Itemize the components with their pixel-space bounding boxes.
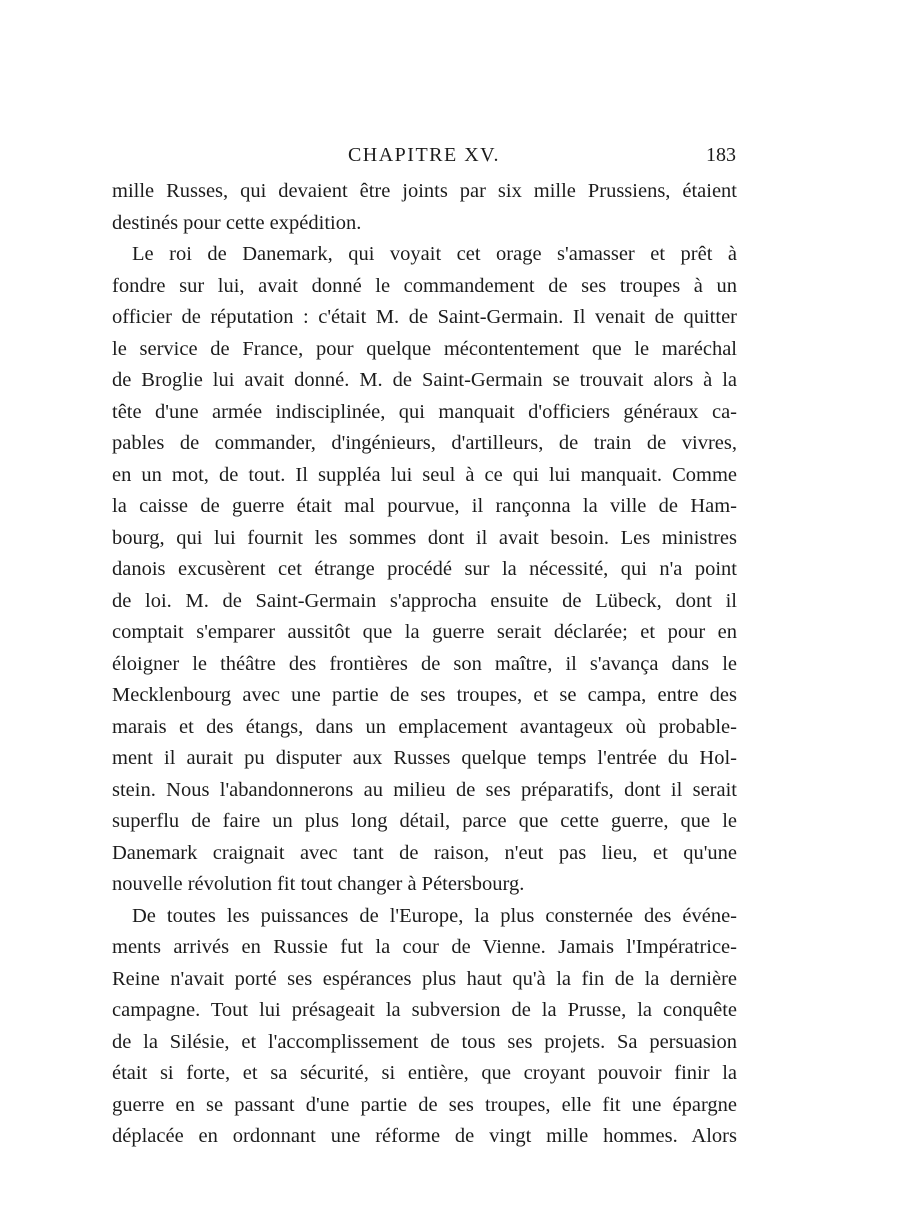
text-line: en un mot, de tout. Il suppléa lui seul à ce qui lui manquait. Comme [112, 463, 737, 486]
text-line: guerre en se passant d'une partie de ses troupes, elle fit une épargne [112, 1093, 737, 1116]
text-line: Mecklenbourg avec une partie de ses troupes, et se campa, entre des [112, 684, 737, 706]
text-line: pables de commander, d'ingénieurs, d'artilleurs, de train de vivres, [112, 432, 737, 454]
running-head [112, 140, 736, 170]
text-line: mille Russes, qui devaient être joints par six mille Prussiens, étaient [112, 180, 737, 202]
text-line: était si forte, et sa sécurité, si entière, que croyant pouvoir finir la [112, 1062, 737, 1084]
text-line: campagne. Tout lui présageait la subversion de la Prusse, la conquête [112, 999, 737, 1021]
text-line: nouvelle révolution fit tout changer à Pétersbourg. [112, 873, 525, 895]
text-line: le service de France, pour quelque mécontentement que le maréchal [112, 337, 737, 360]
text-line: stein. Nous l'abandonnerons au milieu de ses préparatifs, dont il serait [112, 778, 737, 801]
text-line: superflu de faire un plus long détail, parce que cette guerre, que le [112, 810, 737, 832]
text-line: ment il aurait pu disputer aux Russes quelque temps l'entrée du Hol- [112, 747, 737, 769]
text-line: marais et des étangs, dans un emplacement avantageux où probable- [112, 715, 737, 738]
text-line: destinés pour cette expédition. [112, 211, 362, 234]
text-line: comptait s'emparer aussitôt que la guerre serait déclarée; et pour en [112, 621, 737, 643]
text-line: bourg, qui lui fournit les sommes dont il avait besoin. Les ministres [112, 526, 737, 549]
text-line: fondre sur lui, avait donné le commandement de ses troupes à un [112, 274, 737, 297]
text-line: de loi. M. de Saint-Germain s'approcha ensuite de Lübeck, dont il [112, 589, 737, 612]
chapter-title: CHAPITRE XV. [347, 144, 501, 166]
text-line: éloigner le théâtre des frontières de son maître, il s'avança dans le [112, 652, 737, 675]
text-line: de Broglie lui avait donné. M. de Saint-Germain se trouvait alors à la [112, 369, 737, 391]
paragraph [112, 901, 737, 1153]
text-line: De toutes les puissances de l'Europe, la plus consternée des événe- [132, 904, 737, 927]
text-line: tête d'une armée indisciplinée, qui manquait d'officiers généraux ca- [112, 400, 737, 423]
text-line: danois excusèrent cet étrange procédé sur la nécessité, qui n'a point [112, 558, 737, 580]
body-text [112, 176, 737, 1153]
paragraph [112, 239, 737, 901]
paragraph [112, 176, 737, 239]
text-line: Danemark craignait avec tant de raison, n'eut pas lieu, et qu'une [112, 841, 737, 864]
page-number: 183 [706, 144, 736, 166]
text-line: Reine n'avait porté ses espérances plus haut qu'à la fin de la dernière [112, 967, 737, 990]
text-line: déplacée en ordonnant une réforme de vingt mille hommes. Alors [112, 1125, 737, 1147]
text-line: la caisse de guerre était mal pourvue, il rançonna la ville de Ham- [112, 495, 737, 517]
text-line: Le roi de Danemark, qui voyait cet orage s'amasser et prêt à [132, 243, 737, 265]
text-line: de la Silésie, et l'accomplissement de tous ses projets. Sa persuasion [112, 1030, 737, 1053]
text-line: officier de réputation : c'était M. de Saint-Germain. Il venait de quitter [112, 306, 737, 328]
text-line: ments arrivés en Russie fut la cour de Vienne. Jamais l'Impératrice- [112, 936, 737, 958]
